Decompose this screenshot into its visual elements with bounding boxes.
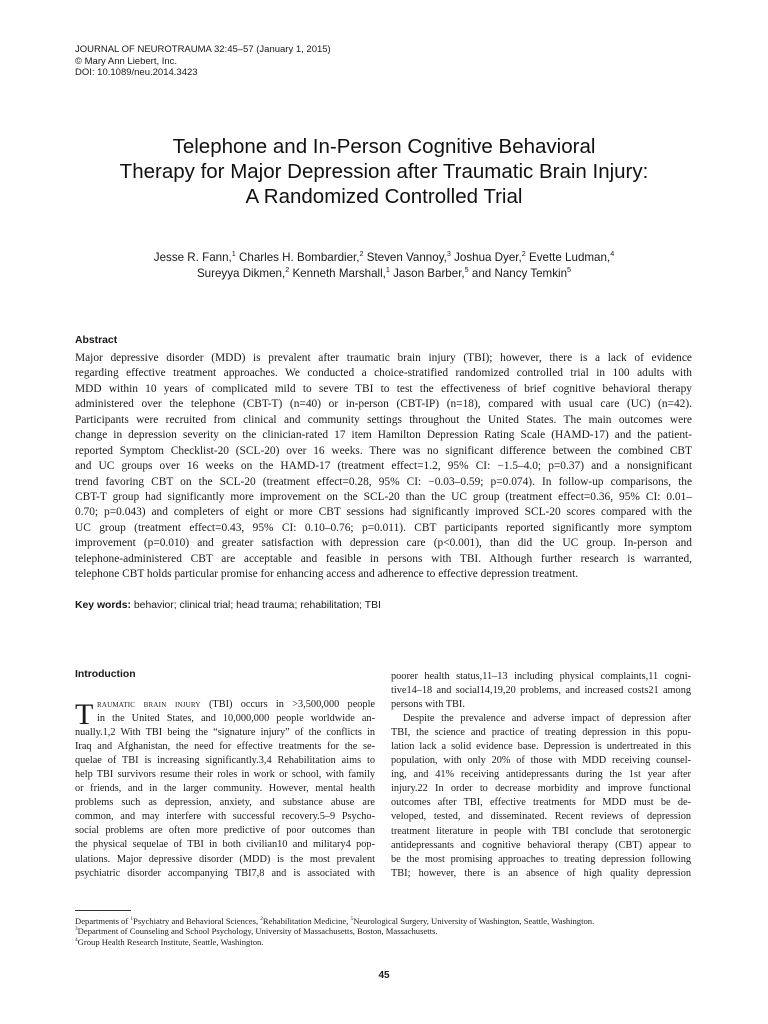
keywords-label: Key words:: [75, 600, 132, 611]
title-line-3: A Randomized Controlled Trial: [245, 185, 523, 208]
abstract-line: change in depression severity on the clinician-rated 17 item Hamilton Depression Rating Scale (HAMD-17) and the patient-: [75, 429, 692, 442]
intro-line: veloped, tested, and disseminated. Recent reviews of depression: [391, 811, 691, 823]
intro-line: persons with TBI.: [391, 699, 465, 711]
article-title: [60, 134, 708, 209]
title-line-2: Therapy for Major Depression after Traumatic Brain Injury:: [119, 160, 649, 183]
intro-line: poorer health status,11–13 including physical complaints,11 cogni-: [391, 671, 691, 682]
intro-line: Despite the prevalence and adverse impact of depression after: [403, 713, 691, 725]
intro-first-rest: (TBI) occurs in >3,500,000 people: [200, 699, 375, 710]
page-number: 45: [378, 970, 390, 981]
abstract-line: telephone-administered CBT are acceptable and feasible in persons with TBI. Although further research is warranted,: [75, 552, 692, 565]
intro-line: TBI; however, there is an absence of high quality depression: [391, 867, 691, 879]
intro-line: antidepressants and cognitive behavioral therapy (CBT) appear to: [391, 839, 691, 851]
footnote-divider: [75, 910, 131, 911]
drop-cap: T: [75, 698, 94, 731]
author-list: [60, 250, 708, 281]
intro-line: common, and may interfere with successful recovery.5–9 Psycho-: [75, 811, 375, 823]
affiliation-line-2: $^3$Department of Counseling and School Psychology, University of Massachusetts, Boston, Massachusetts.: [75, 926, 438, 937]
abstract-line: and UC groups over 16 weeks on the HAMD-17 (treatment effect=1.2, 95% CI: −1.5–4.0; p=0.37) and a nonsignificant: [75, 460, 692, 473]
intro-line: [75, 698, 375, 712]
intro-line: treatment literature in people with TBI conclude that serotonergic: [391, 825, 691, 837]
abstract-line: trend favoring CBT on the SCL-20 (treatment effect=0.28, 95% CI: −0.03–0.59; p=0.074). In follow-up comparisons, the: [75, 475, 692, 488]
abstract-line: improvement (p=0.010) and greater satisfaction with depression care (p<0.001), than did the UC group. In-person and: [75, 537, 692, 550]
intro-line: in the United States, and 10,000,000 people worldwide an-: [97, 713, 375, 725]
authors-line-2: Sureyya Dikmen,$^2$ Kenneth Marshall,$^1$ Jason Barber,$^5$ and Nancy Temkin$^5$: [196, 264, 572, 280]
abstract-line: Participants were recruited from clinical and community settings throughout the United States. The main outcomes were: [75, 413, 692, 426]
affiliation-line-1: Departments of $^1$Psychiatry and Behavioral Sciences, $^2$Rehabilitation Medicine, $^5$Neurological Surgery, University of Washington, Seattle, Washington.: [75, 916, 595, 926]
intro-line: psychiatric disorder accompanying TBI7,8 and is associated with: [75, 867, 375, 879]
intro-line: or friends, and in the larger community. However, mental health: [75, 783, 375, 795]
intro-line: quelae of TBI is increasing significantly.3,4 Rehabilitation aims to: [75, 755, 375, 767]
abstract-line: Major depressive disorder (MDD) is prevalent after traumatic brain injury (TBI); however, there is a lack of evidence: [75, 352, 692, 364]
abstract-line: reported Symptom Checklist-20 (SCL-20) over 16 weeks. There was no significant difference between the combined CBT: [75, 444, 692, 457]
intro-smallcaps: raumatic brain injury: [97, 699, 201, 710]
intro-line: the physical sequelae of TBI in both civilian10 and military4 pop-: [75, 839, 375, 851]
abstract-line: CBT-T group had significantly more improvement on the SCL-20 than the UC group (treatment effect=0.36, 95% CI: 0.01–: [75, 490, 692, 503]
keywords: [75, 600, 381, 611]
intro-line: be the most promising approaches to treating depression following: [391, 853, 691, 865]
affiliation-line-3: $^4$Group Health Research Institute, Seattle, Washington.: [75, 936, 264, 947]
intro-right-column: [391, 670, 691, 881]
abstract-line: 0.70; p=0.043) and completers of eight or more CBT sessions had significantly improved SCL-20 scores compared with the: [75, 506, 692, 519]
intro-line: help TBI survivors resume their roles in work or school, with family: [75, 769, 375, 781]
intro-line: ulations. Major depressive disorder (MDD) is the most prevalent: [75, 853, 375, 865]
abstract-line: regarding effective treatment approaches. We conducted a choice-stratified randomized controlled trial in 100 adults with: [75, 367, 692, 380]
intro-line: problems such as depression, anxiety, and substance abuse are: [75, 797, 375, 809]
journal-citation: JOURNAL OF NEUROTRAUMA 32:45–57 (January 1, 2015): [75, 44, 331, 55]
abstract-line: UC group (treatment effect=0.43, 95% CI: 0.10–0.76; p=0.011). CBT participants reported significantly more symptom: [75, 521, 692, 534]
journal-header: [75, 44, 331, 79]
intro-line: TBI, the science and practice of treating depression in this popu-: [391, 727, 691, 739]
journal-doi: DOI: 10.1089/neu.2014.3423: [75, 67, 198, 78]
intro-line: tive14–18 and social14,19,20 problems, and increased costs21 among: [391, 685, 691, 697]
keywords-text: behavior; clinical trial; head trauma; rehabilitation; TBI: [131, 600, 381, 611]
authors-line-1: Jesse R. Fann,$^1$ Charles H. Bombardier,$^2$ Steven Vannoy,$^3$ Joshua Dyer,$^2$ Evette Ludman,$^4$: [153, 249, 615, 264]
intro-left-column: [75, 698, 375, 881]
abstract-line: MDD within 10 years of complicated mild to severe TBI to test the effectiveness of brief cognitive behavioral therapy: [75, 382, 692, 395]
intro-line: population, with only 20% of those with MDD receiving counsel-: [391, 755, 691, 767]
intro-line: Iraq and Afghanistan, the need for effective treatments for the se-: [75, 741, 375, 753]
intro-line: nually.1,2 With TBI being the “signature injury” of the conflicts in: [75, 727, 375, 739]
abstract-line: telephone CBT holds particular promise for enhancing access and adherence to effective depression treatment.: [75, 568, 579, 581]
intro-line: injury.22 In order to decrease morbidity and improve functional: [391, 783, 691, 795]
intro-line: social problems are often more predictive of poor outcomes than: [75, 825, 375, 837]
journal-copyright: © Mary Ann Liebert, Inc.: [75, 55, 178, 67]
intro-line: ing, and 41% receiving antidepressants during the 1st year after: [391, 769, 691, 781]
abstract-body: [75, 351, 692, 583]
affiliations-footnote: [75, 916, 594, 947]
title-line-1: Telephone and In-Person Cognitive Behavioral: [172, 135, 596, 158]
intro-line: outcomes after TBI, effective treatments for MDD must be de-: [391, 797, 691, 809]
intro-line: lation lack a solid evidence base. Depression is undertreated in this: [391, 741, 691, 753]
abstract-line: administered over the telephone (CBT-T) (n=40) or in-person (CBT-IP) (n=18), compared with usual care (UC) (n=42).: [75, 398, 692, 411]
abstract-heading: Abstract: [75, 335, 118, 346]
introduction-heading: Introduction: [75, 669, 136, 680]
